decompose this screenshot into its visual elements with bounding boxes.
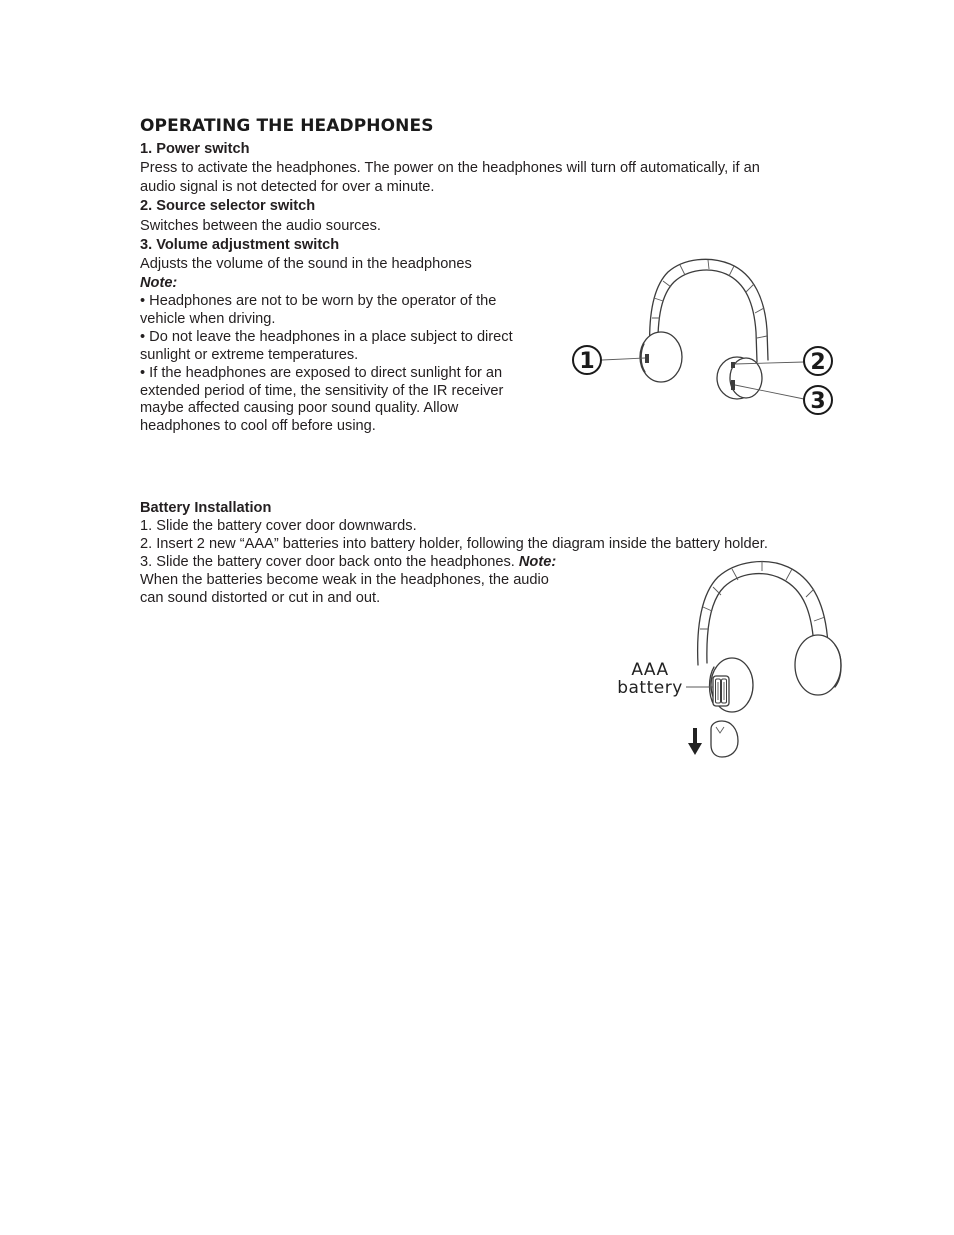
battery-label-line-1: AAA <box>631 660 669 680</box>
battery-note-line-2: can sound distorted or cut in and out. <box>140 590 381 606</box>
power-switch-text-line-1: Press to activate the headphones. The power on the headphones will turn off automatically, if an <box>140 160 760 176</box>
power-switch-heading: 1. Power switch <box>140 141 250 157</box>
battery-installation-figure <box>610 555 845 760</box>
note-label: Note: <box>140 275 178 291</box>
source-selector-heading: 2. Source selector switch <box>140 198 316 214</box>
power-switch-text-line-2: audio signal is not detected for over a minute. <box>140 179 435 195</box>
battery-note-label: Note: <box>518 554 557 570</box>
note-line: headphones to cool off before using. <box>140 418 376 434</box>
battery-label-line-2: battery <box>617 678 683 698</box>
section-title: OPERATING THE HEADPHONES <box>140 116 434 136</box>
callout-1: 1 <box>579 349 595 374</box>
arrow-down-icon <box>688 728 702 755</box>
note-line: vehicle when driving. <box>140 311 276 327</box>
note-line: • If the headphones are exposed to direct sunlight for an <box>140 365 503 381</box>
battery-note-line-1: When the batteries become weak in the headphones, the audio <box>140 572 549 588</box>
volume-switch-heading: 3. Volume adjustment switch <box>140 237 340 253</box>
note-line: extended period of time, the sensitivity of the IR receiver <box>140 383 504 399</box>
headphones-controls-figure <box>568 252 838 417</box>
source-selector-text: Switches between the audio sources. <box>140 218 381 234</box>
battery-step-1: 1. Slide the battery cover door downwards. <box>140 518 417 534</box>
volume-switch-text: Adjusts the volume of the sound in the headphones <box>140 256 472 272</box>
battery-step-3: 3. Slide the battery cover door back onto the headphones. Note: <box>140 554 557 570</box>
battery-installation-heading: Battery Installation <box>140 500 272 516</box>
note-line: sunlight or extreme temperatures. <box>140 347 359 363</box>
callout-3: 3 <box>810 389 826 414</box>
note-line: • Do not leave the headphones in a place subject to direct <box>140 329 513 345</box>
battery-step-2: 2. Insert 2 new “AAA” batteries into battery holder, following the diagram inside the battery holder. <box>140 536 768 552</box>
callout-2: 2 <box>810 350 826 375</box>
note-line: maybe affected causing poor sound quality. Allow <box>140 400 459 416</box>
note-line: • Headphones are not to be worn by the operator of the <box>140 293 497 309</box>
